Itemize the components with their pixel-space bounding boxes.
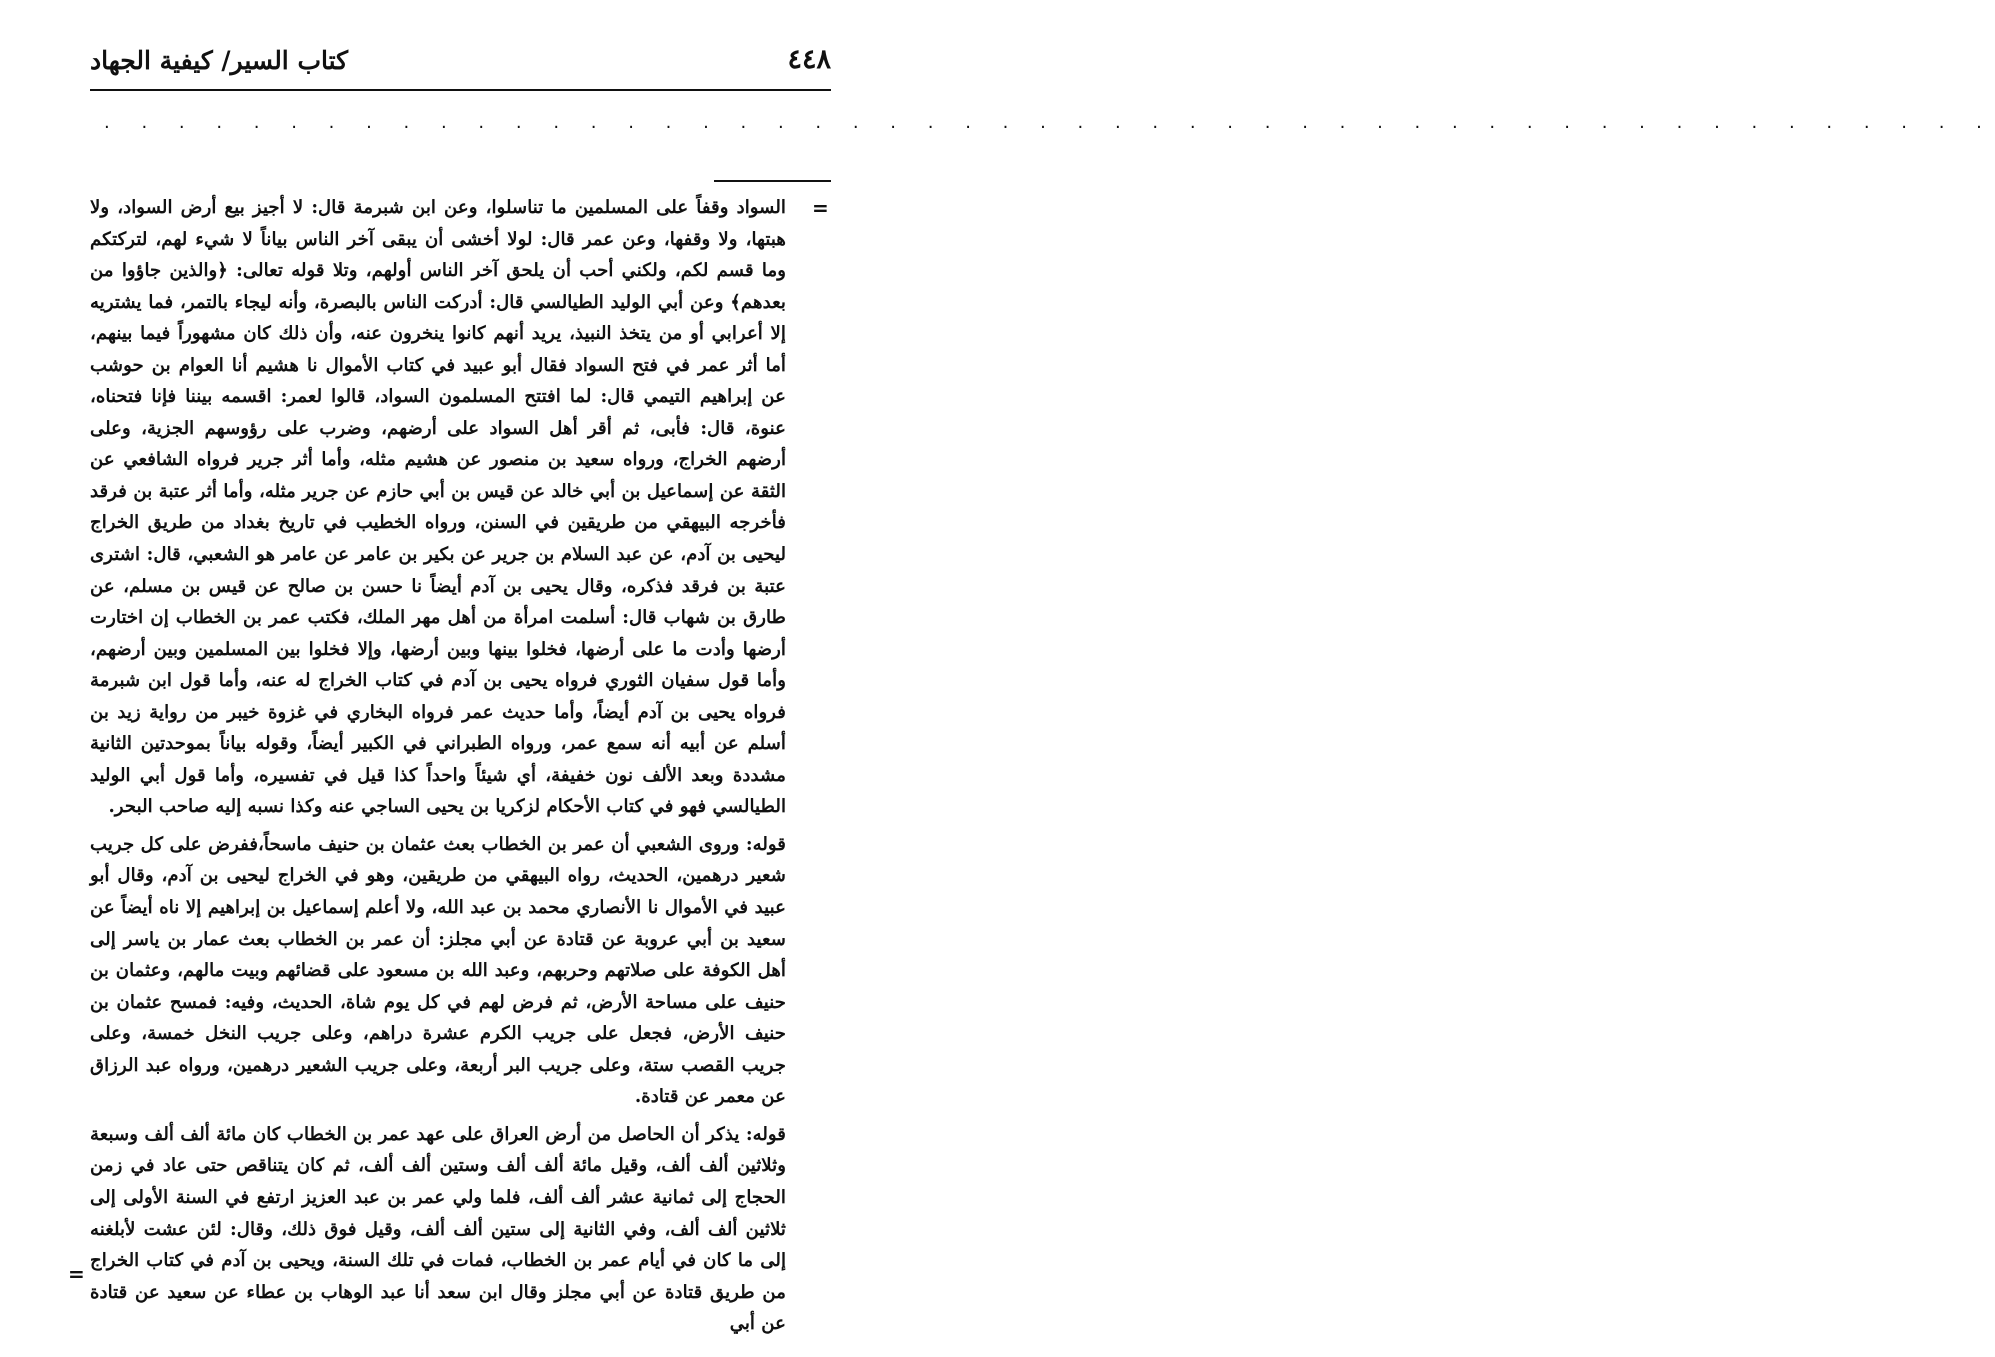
page-header [90,40,831,86]
footnote-rule [714,180,831,182]
page-number: ٤٤٨ [787,44,831,75]
footnote-paragraph: قوله: يذكر أن الحاصل من أرض العراق على عهد عمر بن الخطاب كان مائة ألف ألف وسبعة وثلاثين ألف ألف، وقيل مائة ألف ألف وستين ألف ألف، ثم كان يتناقص حتى عاد في زمن الحجاج إلى ثمانية عشر ألف ألف، فلما ولي عمر بن عبد العزيز ارتفع في السنة الأولى إلى ثلاثين ألف ألف، وفي الثانية إلى ستين ألف ألف، وقيل فوق ذلك، وقال: لئن عشت لأبلغنه إلى ما كان في أيام عمر بن الخطاب، فمات في تلك السنة، ويحيى بن آدم في كتاب الخراج من طريق قتادة عن أبي مجلز وقال ابن سعد أنا عبد الوهاب بن عطاء عن سعيد عن قتادة عن أبي [90,1123,786,1335]
continuation-mark-start: = [812,196,829,220]
running-title: كتاب السير/ كيفية الجهاد [90,46,349,75]
footnote-paragraph: السواد وقفاً على المسلمين ما تناسلوا، وعن ابن شبرمة قال: لا أجيز بيع أرض السواد، ولا هبتها، ولا وقفها، وعن عمر قال: لولا أخشى أن يبقى آخر الناس بياناً لا شيء لهم، لتركتكم وما قسم لكم، ولكني أحب أن يلحق آخر الناس أولهم، وتلا قوله تعالى: ﴿والذين جاؤوا من بعدهم﴾ وعن أبي الوليد الطيالسي قال: أدركت الناس بالبصرة، وأنه ليجاء بالتمر، فما يشتريه إلا أعرابي أو من يتخذ النبيذ، يريد أنهم كانوا ينخرون عنه، وأن ذلك كان مشهوراً فيما بينهم، أما أثر عمر في فتح السواد فقال أبو عبيد في كتاب الأموال نا هشيم أنا العوام بن حوشب عن إبراهيم التيمي قال: لما افتتح المسلمون السواد، قالوا لعمر: اقسمه بيننا فإنا فتحناه، عنوة، قال: فأبى، ثم أقر أهل السواد على أرضهم، وضرب على رؤوسهم الجزية، وعلى أرضهم الخراج، ورواه سعيد بن منصور عن هشيم مثله، وأما أثر جرير فرواه الشافعي عن الثقة عن إسماعيل بن أبي خالد عن قيس بن أبي حازم عن جرير مثله، وأما أثر عتبة بن فرقد فأخرجه البيهقي من طريقين في السنن، ورواه الخطيب في تاريخ بغداد من طريق الخراج ليحيى بن آدم، عن عبد السلام بن جرير عن بكير بن عامر عن عامر هو الشعبي، قال: اشترى عتبة بن فرقد فذكره، وقال يحيى بن آدم أيضاً نا حسن بن صالح عن قيس بن مسلم، عن طارق بن شهاب قال: أسلمت امرأة من أهل مهر الملك، فكتب عمر بن الخطاب إن اختارت أرضها وأدت ما على أرضها، فخلوا بينها وبين أرضها، وإلا فخلوا بين المسلمين وبين أرضهم، وأما قول سفيان الثوري فرواه يحيى بن آدم في كتاب الخراج له عنه، وأما قول ابن شبرمة فرواه يحيى بن آدم أيضاً، وأما حديث عمر فرواه البخاري في غزوة خيبر من رواية زيد بن أسلم عن أبيه أنه سمع عمر، ورواه الطبراني في الكبير أيضاً، وقوله بياناً بموحدتين الثانية مشددة وبعد الألف نون خفيفة، أي شيئاً واحداً كذا قيل في تفسيره، وأما قول أبي الوليد الطيالسي فهو في كتاب الأحكام لزكريا بن يحيى الساجي عنه وكذا نسبه إليه صاحب البحر. [90,197,786,818]
footnote-text [90,192,786,1346]
main-text-separator-dots: . . . . . . . . . . . . . . . . . . . . . . . . . . . . . . . . . . . . . . . . . . . . . . . . . . . [104,112,1995,133]
footnote-paragraph: قوله: وروى الشعبي أن عمر بن الخطاب بعث عثمان بن حنيف ماسحاً،ففرض على كل جريب شعير درهمين، الحديث، رواه البيهقي من طريقين، وهو في الخراج ليحيى بن آدم، وقال أبو عبيد في الأموال نا الأنصاري محمد بن عبد الله، ولا أعلم إسماعيل بن إبراهيم إلا ناه أيضاً عن سعيد بن أبي عروبة عن قتادة عن أبي مجلز: أن عمر بن الخطاب بعث عمار بن ياسر إلى أهل الكوفة على صلاتهم وحربهم، وعبد الله بن مسعود على قضائهم وبيت مالهم، وعثمان بن حنيف على مساحة الأرض، ثم فرض لهم في كل يوم شاة، الحديث، وفيه: فمسح عثمان بن حنيف الأرض، فجعل على جريب الكرم عشرة دراهم، وعلى جريب النخل خمسة، وعلى جريب القصب ستة، وعلى جريب البر أربعة، وعلى جريب الشعير درهمين، ورواه عبد الرزاق عن معمر عن قتادة. [90,833,786,1108]
continuation-mark-end: = [68,1262,85,1286]
header-rule [90,89,831,91]
